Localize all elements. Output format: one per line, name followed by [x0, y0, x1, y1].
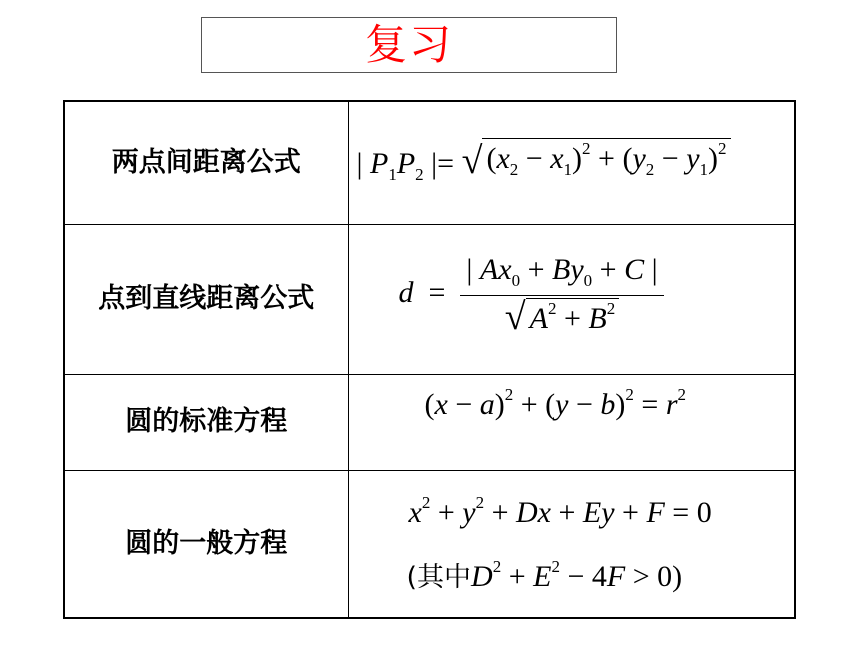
point-line-distance-formula: d = | $Ax_0 + By_0 + C$ | √ $A^2 + B^2$: [399, 253, 664, 337]
formula-cell-standard-circle: [348, 374, 795, 470]
two-point-distance-formula: | $P_1P_2$ |= √ $(x_2 - x_1)^2 + (y_2 - y_1)^2$: [357, 138, 731, 185]
slide-title: 复习: [364, 20, 453, 69]
formula-cell-general-circle: [348, 470, 795, 618]
table-row-standard-circle: [64, 374, 795, 470]
label-point-line-distance: 点到直线距离公式: [64, 224, 348, 374]
label-standard-circle: 圆的标准方程: [64, 374, 348, 470]
table-row-distance: [64, 101, 795, 224]
condition-prefix: (其中: [406, 561, 472, 593]
general-circle-condition: (其中$D^2 + E^2 - 4F > 0$): [406, 556, 683, 593]
formula-cell-point-line: [348, 224, 795, 374]
general-circle-formula: $x^2 + y^2 + Dx + Ey + F = 0$: [408, 492, 712, 529]
title-box: [201, 17, 617, 73]
table-row-point-line: [64, 224, 795, 374]
formula-table: [63, 100, 796, 619]
formula-cell-distance: [348, 101, 795, 224]
table-row-general-circle: [64, 470, 795, 618]
label-two-point-distance: 两点间距离公式: [64, 101, 348, 224]
label-general-circle: 圆的一般方程: [64, 470, 348, 618]
standard-circle-formula: $(x - a)^2 + (y - b)^2 = r^2$: [424, 384, 687, 421]
